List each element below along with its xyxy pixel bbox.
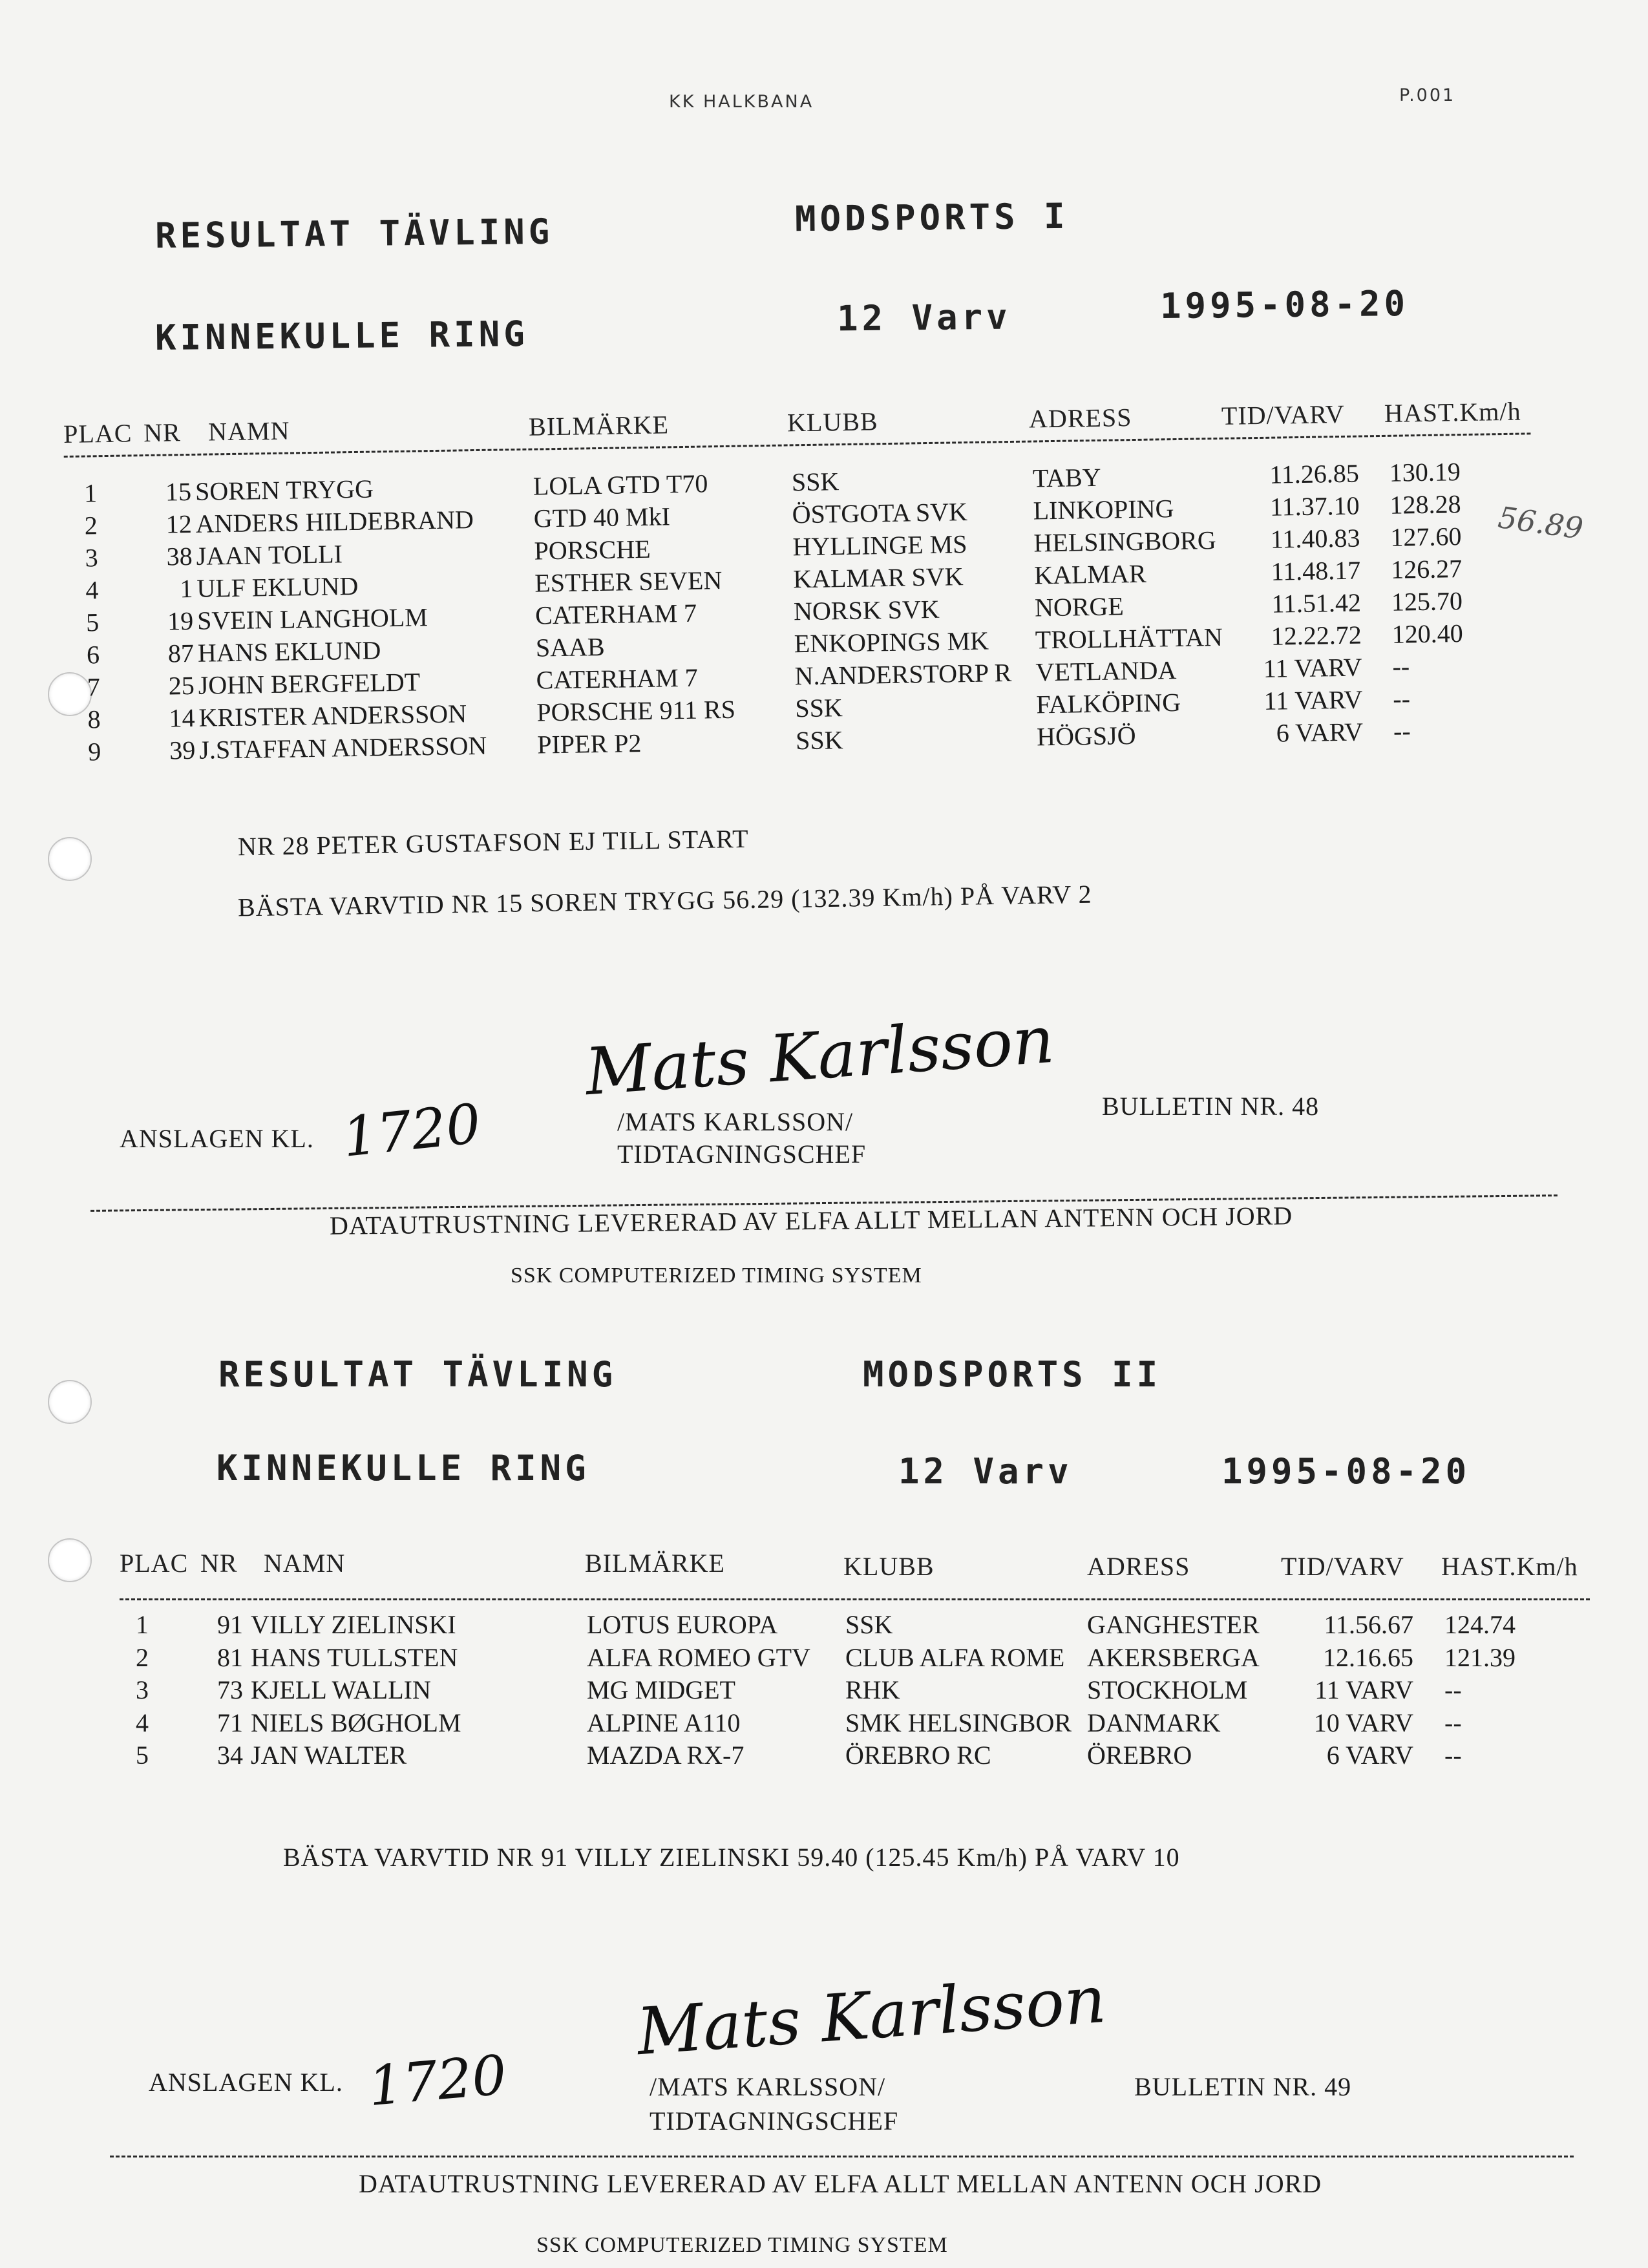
cell-namn: HANS EKLUND — [197, 635, 381, 668]
race1-laps: 12 Varv — [836, 296, 1011, 339]
cell-klubb: SSK — [845, 1610, 893, 1639]
cell-bil: PORSCHE 911 RS — [536, 694, 736, 727]
cell-bil: GTD 40 MkI — [533, 502, 671, 533]
punch-hole — [48, 1538, 92, 1582]
race2-track: KINNEKULLE RING — [217, 1448, 590, 1489]
cell-namn: KRISTER ANDERSSON — [198, 699, 467, 732]
cell-tid: 11 VARV — [1263, 684, 1363, 715]
cell-nr: 12 — [165, 509, 193, 539]
cell-plac: 5 — [85, 608, 100, 637]
cell-klubb: SSK — [795, 725, 843, 756]
cell-hast: -- — [1444, 1675, 1462, 1704]
cell-adress: HELSINGBORG — [1033, 525, 1216, 558]
col-bilmarke: BILMÄRKE — [585, 1549, 725, 1578]
cell-klubb: N.ANDERSTORP R — [794, 658, 1012, 691]
cell-nr: 15 — [165, 476, 192, 507]
cell-bil: MG MIDGET — [587, 1675, 735, 1704]
cell-nr: 19 — [167, 606, 194, 636]
col-klubb: KLUBB — [843, 1552, 935, 1581]
col-tid: TID/VARV — [1221, 399, 1346, 430]
cell-klubb: RHK — [845, 1675, 900, 1704]
cell-tid: 11.56.67 — [1324, 1610, 1413, 1639]
cell-plac: 8 — [87, 705, 101, 734]
cell-klubb: KALMAR SVK — [792, 562, 964, 594]
col-nr: NR — [143, 418, 182, 448]
cell-klubb: HYLLINGE MS — [792, 529, 967, 562]
cell-klubb: CLUB ALFA ROME — [845, 1642, 1065, 1672]
cell-plac: 4 — [136, 1708, 149, 1737]
cell-klubb: ENKOPINGS MK — [794, 626, 989, 659]
cell-nr: 14 — [169, 703, 195, 733]
cell-bil: ALFA ROMEO GTV — [587, 1642, 810, 1672]
cell-bil: ESTHER SEVEN — [534, 566, 723, 598]
col-klubb: KLUBB — [787, 407, 878, 438]
cell-nr: 73 — [217, 1675, 243, 1704]
col-hast: HAST.Km/h — [1441, 1552, 1578, 1581]
cell-tid: 11.40.83 — [1270, 523, 1360, 554]
race1-signature: Mats Karlsson — [582, 1001, 1057, 1110]
cell-adress: ÖREBRO — [1087, 1741, 1192, 1770]
fax-header-org: KK HALKBANA — [669, 92, 814, 112]
cell-tid: 11.26.85 — [1269, 458, 1360, 489]
cell-namn: ANDERS HILDEBRAND — [195, 505, 474, 538]
cell-adress: AKERSBERGA — [1087, 1642, 1260, 1672]
race2-header-rule — [120, 1598, 1590, 1600]
cell-hast: 128.28 — [1389, 489, 1461, 520]
cell-adress: TABY — [1032, 462, 1101, 493]
cell-klubb: SMK HELSINGBOR — [845, 1708, 1072, 1737]
race1-track: KINNEKULLE RING — [154, 313, 529, 359]
cell-namn: JAN WALTER — [251, 1741, 407, 1770]
margin-handwritten-note: 56.89 — [1495, 500, 1585, 546]
race2-laps: 12 Varv — [898, 1451, 1073, 1492]
cell-tid: 12.16.65 — [1323, 1642, 1413, 1672]
cell-nr: 91 — [217, 1610, 243, 1639]
cell-klubb: SSK — [795, 693, 843, 723]
race1-footer-system: SSK COMPUTERIZED TIMING SYSTEM — [511, 1264, 922, 1288]
cell-adress: VETLANDA — [1035, 655, 1177, 687]
race2-footer-sponsor: DATAUTRUSTNING LEVERERAD AV ELFA ALLT MELLAN ANTENN OCH JORD — [359, 2169, 1322, 2198]
fax-header-page: P.001 — [1399, 85, 1456, 105]
cell-namn: SVEIN LANGHOLM — [196, 602, 428, 635]
cell-bil: CATERHAM 7 — [534, 598, 697, 630]
race2-footer-rule — [110, 2156, 1574, 2157]
race2-date: 1995-08-20 — [1221, 1451, 1471, 1492]
cell-adress: FALKÖPING — [1036, 687, 1181, 719]
cell-bil: LOTUS EUROPA — [587, 1610, 778, 1639]
col-tid: TID/VARV — [1281, 1552, 1404, 1581]
race2-signer-title: TIDTAGNINGSCHEF — [650, 2106, 899, 2136]
cell-namn: VILLY ZIELINSKI — [251, 1610, 456, 1639]
cell-namn: SOREN TRYGG — [195, 474, 374, 506]
race1-best-lap: BÄSTA VARVTID NR 15 SOREN TRYGG 56.29 (132.39 Km/h) PÅ VARV 2 — [237, 879, 1092, 922]
cell-tid: 11 VARV — [1315, 1675, 1413, 1704]
cell-tid: 11.37.10 — [1269, 491, 1360, 522]
cell-adress: STOCKHOLM — [1087, 1675, 1248, 1704]
race1-date: 1995-08-20 — [1159, 282, 1410, 327]
race2-signature: Mats Karlsson — [634, 1961, 1108, 2070]
cell-nr: 81 — [217, 1642, 243, 1672]
cell-nr: 87 — [167, 638, 195, 668]
cell-tid: 6 VARV — [1326, 1741, 1413, 1770]
cell-plac: 7 — [87, 672, 101, 702]
cell-tid: 12.22.72 — [1271, 620, 1362, 651]
col-namn: NAMN — [207, 416, 290, 447]
cell-namn: HANS TULLSTEN — [251, 1642, 458, 1672]
cell-hast: -- — [1444, 1708, 1462, 1737]
cell-adress: HÖGSJÖ — [1036, 721, 1136, 752]
cell-plac: 3 — [85, 543, 98, 573]
cell-namn: ULF EKLUND — [196, 571, 359, 603]
race1-posted-label: ANSLAGEN KL. — [120, 1124, 314, 1153]
cell-plac: 5 — [136, 1741, 149, 1770]
cell-bil: MAZDA RX-7 — [587, 1741, 745, 1770]
col-plac: PLAC — [63, 418, 132, 449]
cell-bil: PIPER P2 — [536, 728, 642, 759]
race1-signer-name: /MATS KARLSSON/ — [617, 1107, 854, 1136]
cell-nr: 34 — [217, 1741, 243, 1770]
col-plac: PLAC — [120, 1549, 189, 1578]
race1-signer-title: TIDTAGNINGSCHEF — [617, 1139, 867, 1169]
cell-klubb: SSK — [791, 467, 840, 497]
cell-nr: 71 — [217, 1708, 243, 1737]
cell-plac: 6 — [86, 640, 100, 670]
cell-hast: 125.70 — [1391, 586, 1463, 617]
cell-hast: 130.19 — [1389, 457, 1461, 487]
cell-plac: 4 — [85, 575, 99, 605]
race1-footer-sponsor: DATAUTRUSTNING LEVERERAD AV ELFA ALLT MELLAN ANTENN OCH JORD — [329, 1201, 1293, 1240]
cell-nr: 39 — [169, 735, 196, 765]
col-hast: HAST.Km/h — [1384, 396, 1521, 428]
cell-tid: 11.48.17 — [1271, 555, 1361, 586]
col-bilmarke: BILMÄRKE — [528, 410, 670, 441]
cell-hast: -- — [1392, 652, 1410, 681]
cell-plac: 1 — [83, 478, 98, 508]
race2-footer-system: SSK COMPUTERIZED TIMING SYSTEM — [536, 2233, 948, 2257]
cell-bil: PORSCHE — [534, 534, 651, 566]
cell-plac: 3 — [136, 1675, 149, 1704]
race1-dns-note: NR 28 PETER GUSTAFSON EJ TILL START — [237, 823, 749, 862]
race1-posted-time: 1720 — [339, 1092, 484, 1169]
cell-hast: 121.39 — [1444, 1642, 1516, 1672]
cell-bil: LOLA GTD T70 — [533, 469, 708, 501]
cell-hast: -- — [1444, 1741, 1462, 1770]
punch-hole — [48, 672, 92, 716]
cell-klubb: ÖSTGOTA SVK — [792, 497, 968, 529]
col-adress: ADRESS — [1028, 403, 1132, 434]
cell-plac: 1 — [136, 1610, 149, 1639]
race1-title: RESULTAT TÄVLING — [154, 211, 554, 257]
cell-tid: 11 VARV — [1263, 652, 1362, 683]
cell-bil: CATERHAM 7 — [536, 662, 699, 695]
cell-namn: JAAN TOLLI — [196, 539, 343, 571]
cell-namn: NIELS BØGHOLM — [251, 1708, 461, 1737]
cell-hast: 127.60 — [1390, 522, 1462, 552]
cell-hast: -- — [1392, 684, 1411, 714]
race2-bulletin: BULLETIN NR. 49 — [1134, 2072, 1352, 2101]
cell-adress: TROLLHÄTTAN — [1035, 622, 1223, 655]
race2-best-lap: BÄSTA VARVTID NR 91 VILLY ZIELINSKI 59.40 (125.45 Km/h) PÅ VARV 10 — [283, 1843, 1180, 1872]
cell-plac: 9 — [87, 737, 101, 767]
cell-adress: KALMAR — [1033, 558, 1146, 590]
cell-klubb: NORSK SVK — [793, 594, 940, 626]
cell-adress: DANMARK — [1087, 1708, 1221, 1737]
race2-signer-name: /MATS KARLSSON/ — [650, 2072, 886, 2101]
col-nr: NR — [200, 1549, 238, 1578]
col-adress: ADRESS — [1087, 1552, 1190, 1581]
cell-hast: 126.27 — [1390, 554, 1463, 584]
punch-hole — [48, 1380, 92, 1424]
cell-namn: KJELL WALLIN — [251, 1675, 431, 1704]
race1-bulletin: BULLETIN NR. 48 — [1102, 1092, 1320, 1121]
cell-bil: SAAB — [535, 631, 605, 662]
cell-bil: ALPINE A110 — [587, 1708, 741, 1737]
cell-klubb: ÖREBRO RC — [845, 1741, 991, 1770]
race1-class: MODSPORTS I — [794, 195, 1069, 240]
cell-tid: 11.51.42 — [1271, 588, 1362, 619]
cell-plac: 2 — [136, 1642, 149, 1672]
cell-nr: 1 — [180, 573, 193, 604]
cell-nr: 38 — [166, 541, 193, 571]
cell-adress: GANGHESTER — [1087, 1610, 1260, 1639]
cell-nr: 25 — [168, 670, 195, 701]
cell-adress: NORGE — [1034, 591, 1125, 622]
race2-posted-label: ANSLAGEN KL. — [149, 2068, 343, 2097]
col-namn: NAMN — [264, 1549, 346, 1578]
cell-hast: -- — [1393, 716, 1411, 746]
cell-namn: JOHN BERGFELDT — [198, 667, 421, 700]
race2-class: MODSPORTS II — [863, 1354, 1162, 1395]
cell-plac: 2 — [84, 511, 98, 540]
punch-hole — [48, 837, 92, 881]
cell-adress: LINKOPING — [1033, 494, 1174, 525]
cell-namn: J.STAFFAN ANDERSSON — [198, 730, 487, 765]
cell-tid: 10 VARV — [1313, 1708, 1413, 1737]
race2-posted-time: 1720 — [366, 2042, 509, 2119]
cell-hast: 124.74 — [1444, 1610, 1516, 1639]
cell-tid: 6 VARV — [1276, 717, 1364, 748]
race2-title: RESULTAT TÄVLING — [218, 1354, 617, 1395]
cell-hast: 120.40 — [1391, 619, 1464, 649]
